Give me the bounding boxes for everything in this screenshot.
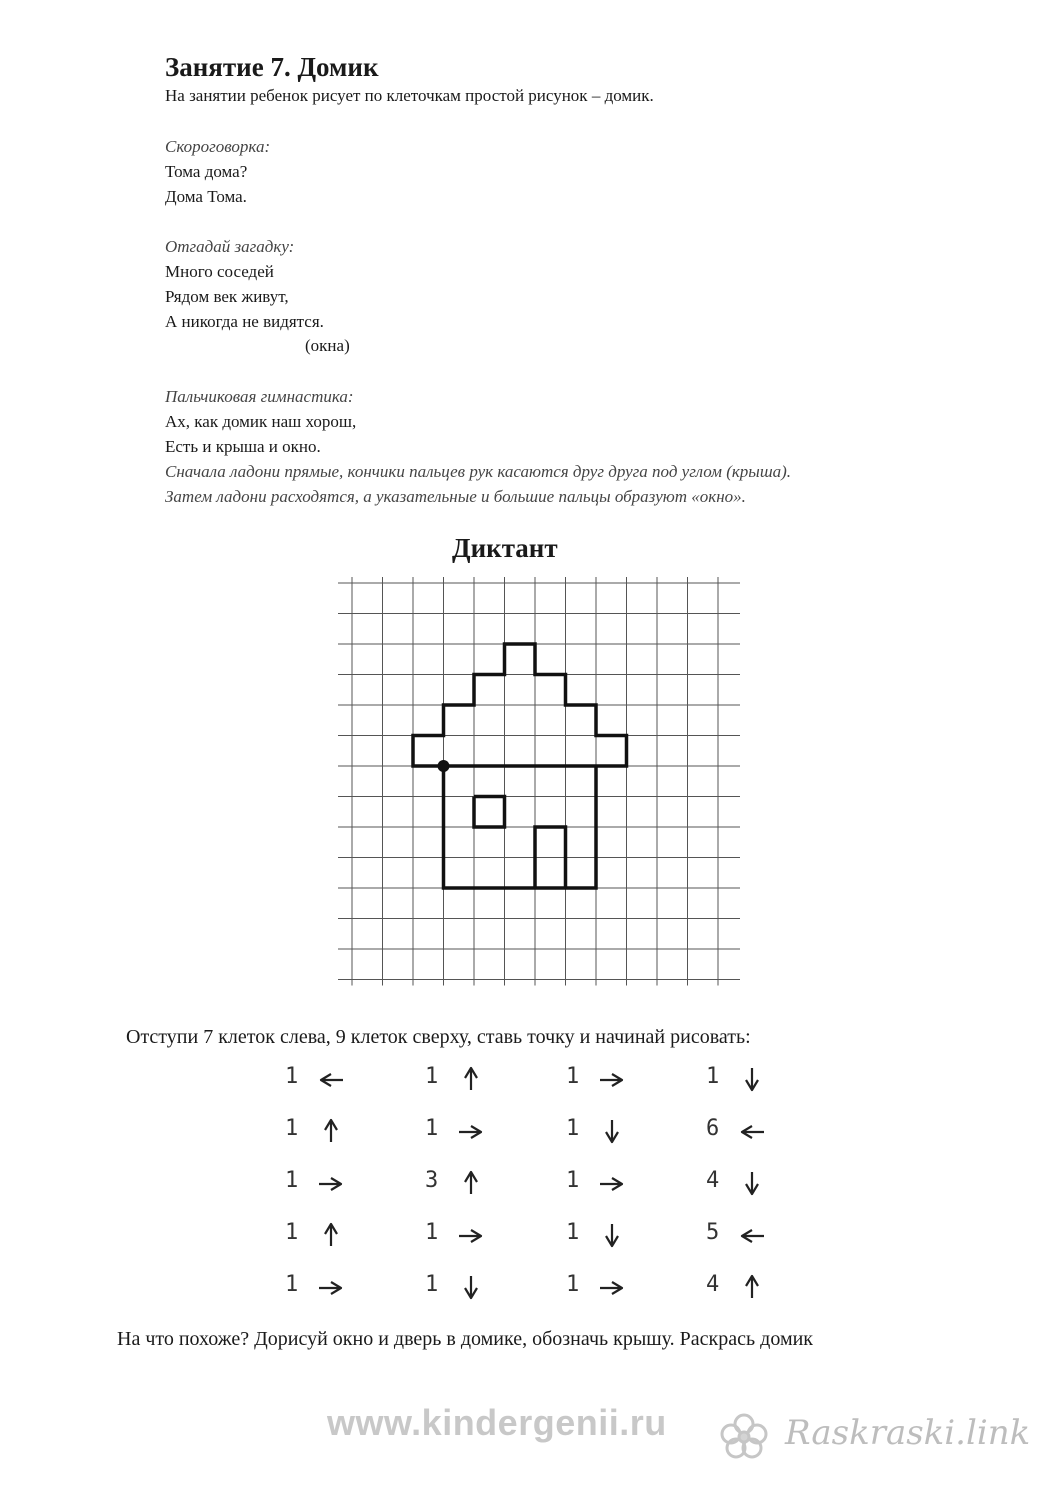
tongue-twister-line: Тома дома? <box>165 162 248 181</box>
arrow-down-icon <box>461 1274 481 1300</box>
riddle-answer: (окна) <box>305 336 350 355</box>
step-count: 6 <box>706 1116 720 1141</box>
step-count: 1 <box>566 1116 580 1141</box>
lesson-intro: На занятии ребенок рисует по клеточкам простой рисунок – домик. <box>165 86 654 105</box>
arrow-left-icon <box>738 1226 766 1246</box>
step-count: 1 <box>706 1064 720 1089</box>
arrow-right-icon <box>317 1174 345 1194</box>
step-count: 1 <box>566 1272 580 1297</box>
tongue-twister-line: Дома Тома. <box>165 187 247 206</box>
dictation-task: Отступи 7 клеток слева, 9 клеток сверху, ставь точку и начинай рисовать: <box>126 1026 751 1048</box>
finger-gym-instruction: Сначала ладони прямые, кончики пальцев рук касаются друг друга под углом (крыша). <box>165 462 792 481</box>
arrow-right-icon <box>457 1226 485 1246</box>
finger-gym-section <box>165 384 791 509</box>
lesson-title: Занятие 7. Домик <box>165 52 379 82</box>
step-count: 1 <box>285 1064 299 1089</box>
arrow-right-icon <box>598 1174 626 1194</box>
house-window <box>474 797 505 828</box>
riddle-line: Рядом век живут, <box>165 287 289 306</box>
site-watermark: www.kindergenii.ru <box>327 1402 667 1443</box>
arrow-up-icon <box>742 1274 762 1300</box>
flower-icon <box>716 1412 772 1462</box>
arrow-up-icon <box>461 1170 481 1196</box>
arrow-up-icon <box>321 1222 341 1248</box>
finger-gym-heading: Пальчиковая гимнастика: <box>165 387 354 406</box>
final-instruction: На что похоже? Дорисуй окно и дверь в домике, обозначь крышу. Раскрась домик <box>117 1328 814 1350</box>
step-count: 1 <box>285 1168 299 1193</box>
dictation-title: Диктант <box>452 533 558 563</box>
drawing-grid[interactable] <box>330 575 740 995</box>
riddle-line: Много соседей <box>165 262 274 281</box>
tongue-twister-section <box>165 134 270 209</box>
step-count: 5 <box>706 1220 720 1245</box>
step-count: 4 <box>706 1168 720 1193</box>
finger-gym-instruction: Затем ладони расходятся, а указательные и большие пальцы образуют «окно». <box>165 487 746 506</box>
arrow-right-icon <box>598 1070 626 1090</box>
riddle-section <box>165 234 324 334</box>
step-count: 1 <box>425 1064 439 1089</box>
arrow-up-icon <box>321 1118 341 1144</box>
step-count: 1 <box>425 1220 439 1245</box>
step-count: 1 <box>425 1116 439 1141</box>
step-count: 1 <box>566 1168 580 1193</box>
step-count: 4 <box>706 1272 720 1297</box>
step-count: 1 <box>285 1272 299 1297</box>
step-count: 3 <box>425 1168 439 1193</box>
start-point-dot <box>438 760 450 772</box>
arrow-left-icon <box>738 1122 766 1142</box>
arrow-down-icon <box>742 1170 762 1196</box>
arrow-left-icon <box>317 1070 345 1090</box>
arrow-down-icon <box>742 1066 762 1092</box>
step-count: 1 <box>425 1272 439 1297</box>
step-count: 1 <box>285 1220 299 1245</box>
arrow-down-icon <box>602 1118 622 1144</box>
riddle-heading: Отгадай загадку: <box>165 237 295 256</box>
brand-watermark: Raskraski.link <box>785 1413 1031 1453</box>
finger-gym-line: Есть и крыша и окно. <box>165 437 321 456</box>
arrow-right-icon <box>317 1278 345 1298</box>
tongue-twister-heading: Скороговорка: <box>165 137 271 156</box>
step-count: 1 <box>285 1116 299 1141</box>
riddle-line: А никогда не видятся. <box>165 312 324 331</box>
arrow-right-icon <box>598 1278 626 1298</box>
step-count: 1 <box>566 1220 580 1245</box>
arrow-up-icon <box>461 1066 481 1092</box>
arrow-right-icon <box>457 1122 485 1142</box>
step-count: 1 <box>566 1064 580 1089</box>
finger-gym-line: Ах, как домик наш хорош, <box>165 412 357 431</box>
arrow-down-icon <box>602 1222 622 1248</box>
